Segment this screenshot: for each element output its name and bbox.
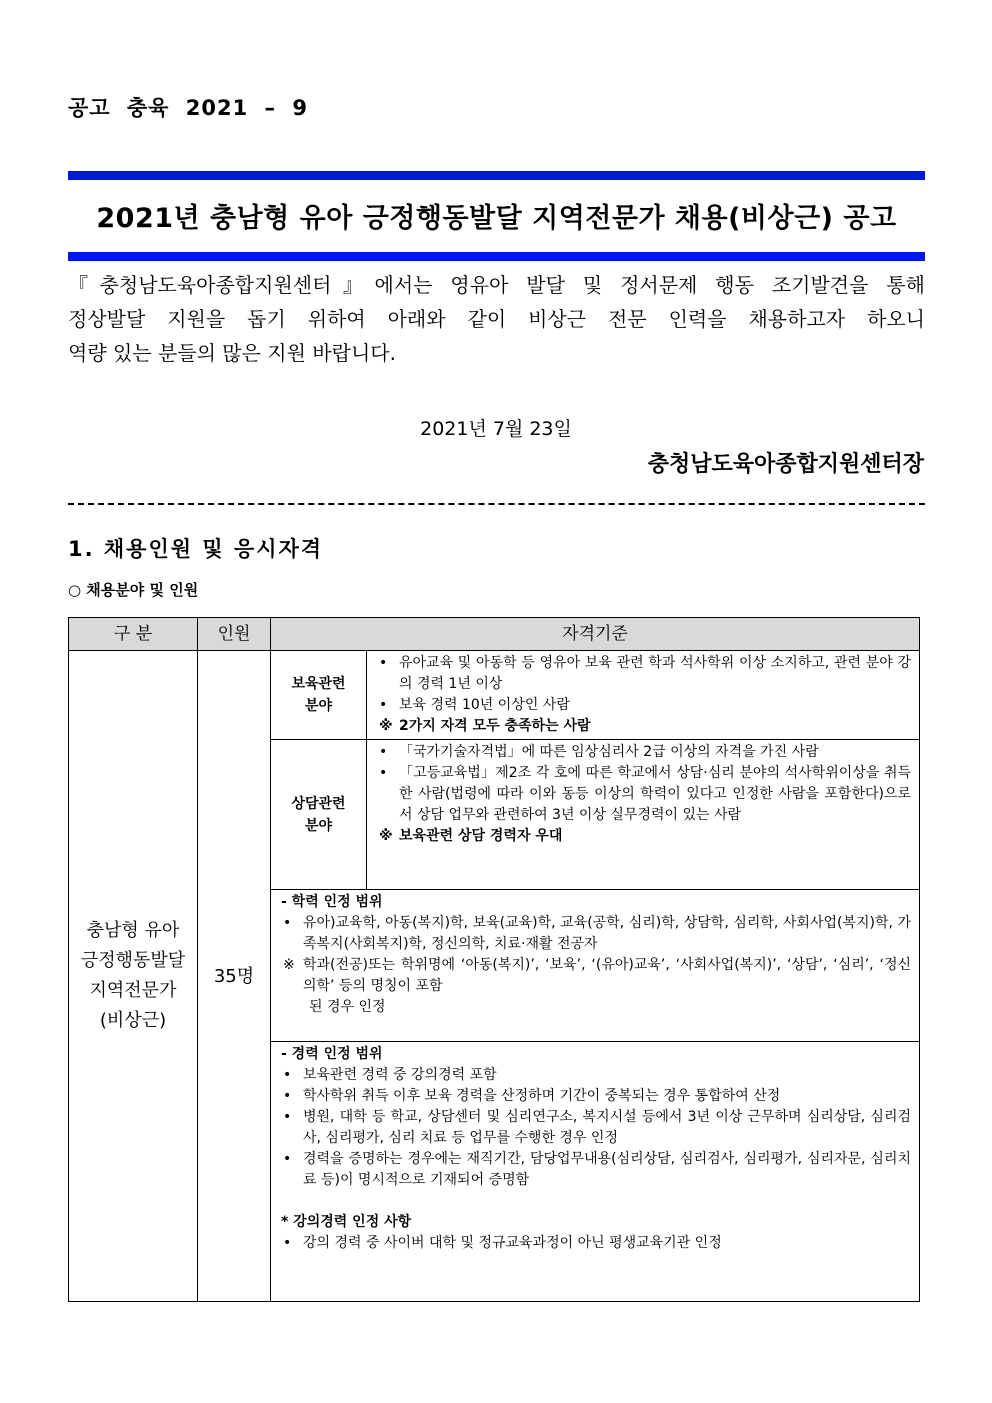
count-cell: 35명 xyxy=(198,651,271,1302)
bullet-icon: • xyxy=(283,915,292,931)
organization-name: 충청남도육아종합지원센터장 xyxy=(647,452,924,477)
note: ※ 2가지 자격 모두 충족하는 사람 xyxy=(375,716,911,737)
field-name-line: 분야 xyxy=(304,817,333,834)
field-name-line: 분야 xyxy=(304,698,333,714)
header-count: 인원 xyxy=(198,618,271,651)
education-scope xyxy=(271,890,920,1042)
category-cell xyxy=(69,651,198,1302)
note: ※ 학과(전공)또는 학위명에 ‘아동(복지)’, ‘보육’, ‘(유아)교육’, ‘사회사업(복지)’, ‘상담’, ‘심리’, ‘정신의학’ 등의 명칭이 포함 xyxy=(283,957,912,994)
notice-number: 공고 충육 2021 – 9 xyxy=(68,96,308,120)
header-criteria: 자격기준 xyxy=(271,618,920,651)
reference-mark-icon: ※ xyxy=(283,957,295,973)
list-item: • 보육 경력 10년 이상인 사람 xyxy=(375,695,911,716)
bullet-icon: • xyxy=(283,1088,292,1104)
field-counseling-name xyxy=(271,740,367,890)
header-category: 구 분 xyxy=(69,618,198,651)
recruitment-table xyxy=(68,617,920,1302)
section-heading: 1. 채용인원 및 응시자격 xyxy=(68,537,324,561)
category-line: 지역전문가 xyxy=(89,980,177,1001)
bullet-icon: • xyxy=(379,697,388,713)
section-subheading: ○ 채용분야 및 인원 xyxy=(68,581,199,599)
intro-line: 역량 있는 분들의 많은 지원 바랍니다. xyxy=(68,341,396,365)
title-top-bar xyxy=(68,171,925,180)
field-counseling-criteria xyxy=(367,740,920,890)
bullet-icon: • xyxy=(283,1067,292,1083)
title-bottom-bar xyxy=(68,252,925,261)
list-item: • 병원, 대학 등 학교, 상담센터 및 심리연구소, 복지시설 등에서 3년 이상 근무하며 심리상담, 심리검사, 심리평가, 심리 치료 등 업무를 수행한 경우 인정 xyxy=(283,1109,912,1146)
category-line: 긍정행동발달 xyxy=(80,950,186,971)
field-childcare-criteria xyxy=(367,651,920,740)
note-tail: 된 경우 인정 xyxy=(309,999,386,1015)
bullet-icon: • xyxy=(283,1109,292,1125)
dashed-divider xyxy=(68,503,925,505)
bullet-icon: • xyxy=(379,765,388,781)
note: ※ 보육관련 상담 경력자 우대 xyxy=(375,826,911,847)
bullet-icon: • xyxy=(283,1151,292,1167)
reference-mark-icon: ※ xyxy=(379,828,393,844)
intro-line: 『충청남도육아종합지원센터』에서는 영유아 발달 및 정서문제 행동 조기발견을 통해 xyxy=(68,273,925,297)
page-title: 2021년 충남형 유아 긍정행동발달 지역전문가 채용(비상근) 공고 xyxy=(96,203,897,234)
list-item: • 유아교육 및 아동학 등 영유아 보육 관련 학과 석사학위 이상 소지하고, 관련 분야 강의 경력 1년 이상 xyxy=(379,655,912,692)
category-line: 충남형 유아 xyxy=(86,920,180,941)
field-childcare-name xyxy=(271,651,367,740)
list-item: • 「고등교육법」제2조 각 호에 따른 학교에서 상담·심리 분야의 석사학위이상을 취득한 사람(법령에 따라 이와 동등 이상의 학력이 있다고 인정한 사람을 포함한다)으로서 상담 업무와 관련하여 3년 이상 실무경력이 있는 사람 xyxy=(379,765,912,823)
list-item: • 보육관련 경력 중 강의경력 포함 xyxy=(279,1065,911,1086)
list-item: • 강의 경력 중 사이버 대학 및 정규교육과정이 아닌 평생교육기관 인정 xyxy=(279,1233,911,1254)
intro-line: 정상발달 지원을 돕기 위하여 아래와 같이 비상근 전문 인력을 채용하고자 하오니 xyxy=(68,307,925,331)
bullet-icon: • xyxy=(379,655,388,671)
category-line: (비상근) xyxy=(99,1010,167,1031)
notice-date: 2021년 7월 23일 xyxy=(420,418,572,440)
list-item: • 경력을 증명하는 경우에는 재직기간, 담당업무내용(심리상담, 심리검사, 심리평가, 심리자문, 심리치료 등)이 명시적으로 기재되어 증명함 xyxy=(283,1151,912,1188)
list-item: • 유아)교육학, 아동(복지)학, 보육(교육)학, 교육(공학, 심리)학, 상담학, 심리학, 사회사업(복지)학, 가족복지(사회복지)학, 정신의학, 치료·재활 전공자 xyxy=(283,915,912,952)
career-scope xyxy=(271,1042,920,1302)
bullet-icon: • xyxy=(283,1235,292,1251)
list-item: • 학사학위 취득 이후 보육 경력을 산정하며 기간이 중복되는 경우 통합하여 산정 xyxy=(279,1086,911,1107)
bullet-icon: • xyxy=(379,744,388,760)
career-heading: - 경력 인정 범위 xyxy=(281,1046,383,1062)
intro-paragraph xyxy=(68,268,925,370)
reference-mark-icon: ※ xyxy=(379,718,393,734)
field-name-line: 상담관련 xyxy=(291,795,346,812)
education-heading: - 학력 인정 범위 xyxy=(281,894,383,910)
list-item: • 「국가기술자격법」에 따른 임상심리사 2급 이상의 자격을 가진 사람 xyxy=(375,742,911,763)
lecture-heading: * 강의경력 인정 사항 xyxy=(281,1214,412,1230)
field-name-line: 보육관련 xyxy=(291,676,346,692)
